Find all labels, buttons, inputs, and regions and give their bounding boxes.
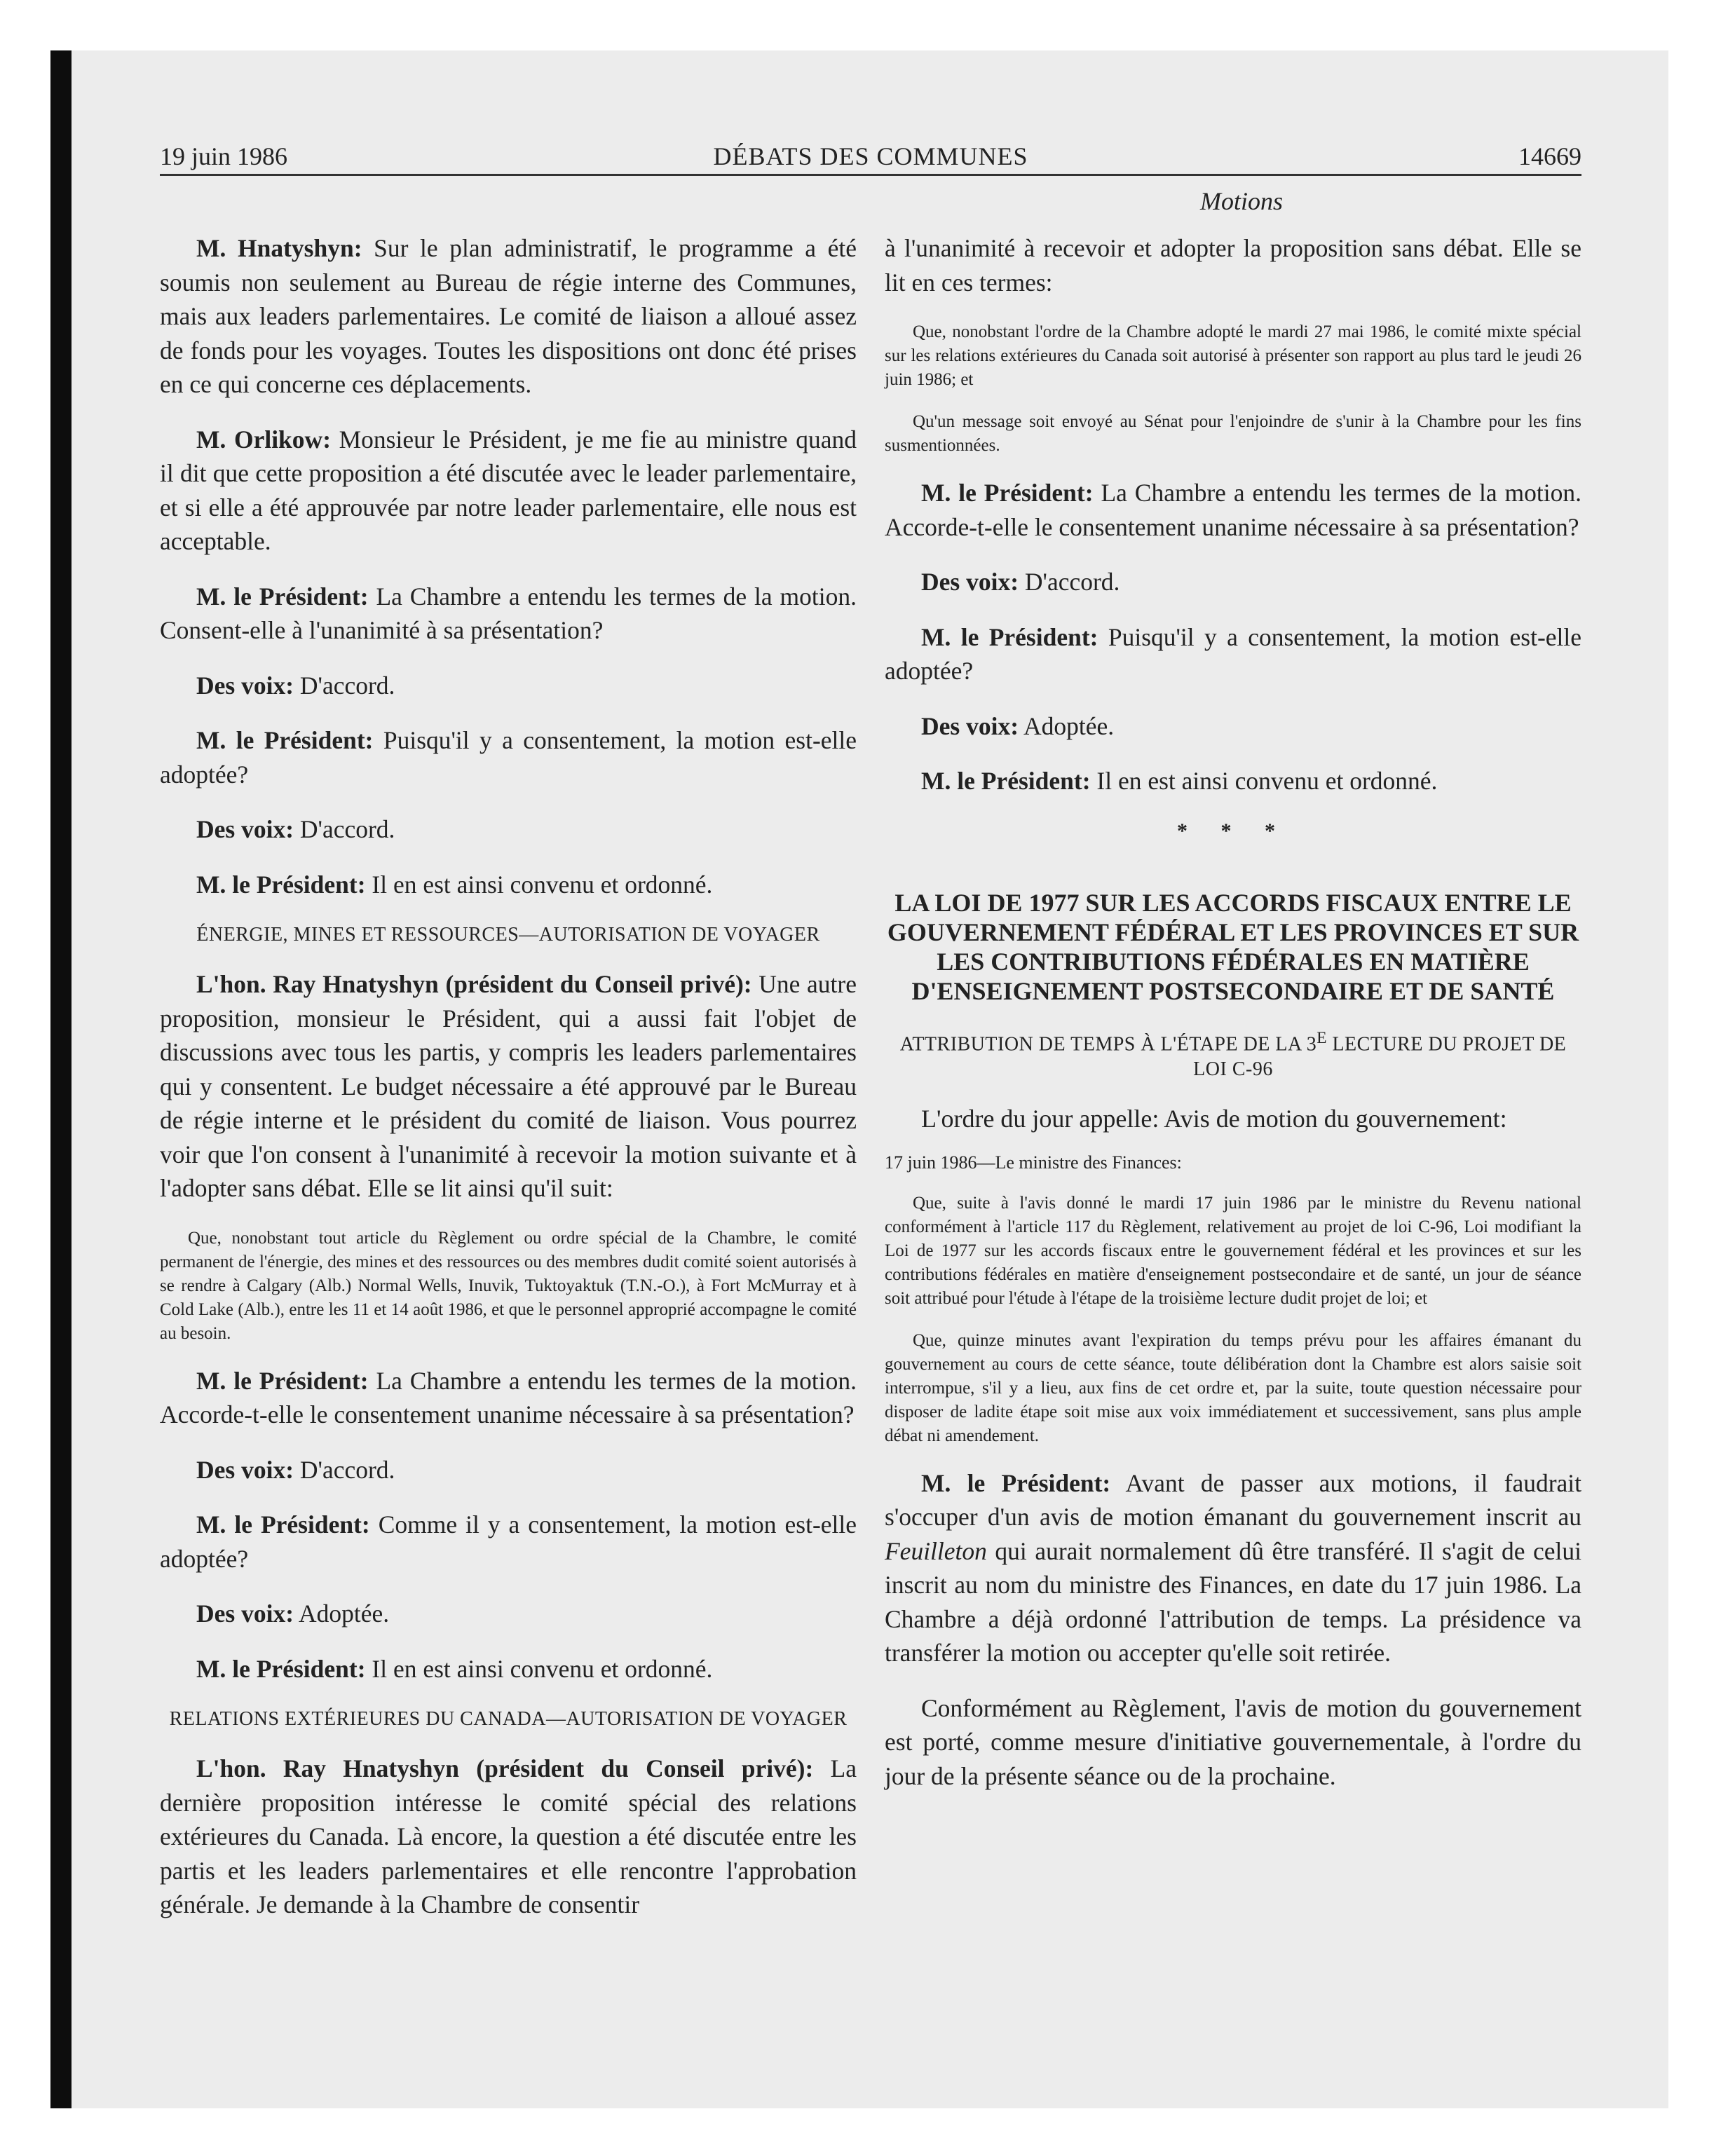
speech-text: La dernière proposition intéresse le comité spécial des relations extérieures du Canada. Là encore, la question a été discutée entre les partis et les leaders parlementaires et elle rencontre l'approbation générale. Je demande à la Chambre de consentir bbox=[160, 1754, 857, 1918]
motion-quote: Que, nonobstant l'ordre de la Chambre adopté le mardi 27 mai 1986, le comité mixte spécial sur les relations extérieures du Canada soit autorisé à présenter son rapport au plus tard le jeudi 26 juin 1986; et bbox=[885, 322, 1581, 389]
speech-text: Puisqu'il y a consentement, la motion est-elle adoptée? bbox=[160, 726, 857, 789]
speaker-name: L'hon. Ray Hnatyshyn (président du Conseil privé): bbox=[196, 970, 752, 998]
bill-title-heading: LA LOI DE 1977 SUR LES ACCORDS FISCAUX ENTRE LE GOUVERNEMENT FÉDÉRAL ET LES PROVINCES ET SUR LES CONTRIBUTIONS FÉDÉRALES EN MATIÈRE D'ENSEIGNEMENT POSTSECONDAIRE ET DE SANTÉ bbox=[887, 888, 1579, 1005]
heading-text: ATTRIBUTION DE TEMPS À L'ÉTAPE DE LA 3 bbox=[899, 1032, 1317, 1055]
section-label: Motions bbox=[1199, 187, 1283, 215]
speech-paragraph bbox=[160, 1453, 857, 1487]
motion-quote: Qu'un message soit envoyé au Sénat pour l'enjoindre de s'unir à la Chambre pour les fins susmentionnées. bbox=[885, 412, 1581, 455]
header-date: 19 juin 1986 bbox=[160, 142, 288, 170]
superscript: E bbox=[1316, 1028, 1327, 1047]
speech-text: D'accord. bbox=[1019, 568, 1120, 596]
notice-date-line: 17 juin 1986—Le ministre des Finances: bbox=[885, 1152, 1182, 1173]
speech-text: Il en est ainsi convenu et ordonné. bbox=[365, 1654, 713, 1683]
speech-text: Il en est ainsi convenu et ordonné. bbox=[1090, 767, 1438, 795]
speech-text: Puisqu'il y a consentement, la motion est-elle adoptée? bbox=[885, 622, 1582, 685]
speech-paragraph bbox=[160, 423, 857, 559]
speech-paragraph bbox=[160, 967, 857, 1206]
section-heading-energy: ÉNERGIE, MINES ET RESSOURCES—AUTORISATION DE VOYAGER bbox=[196, 924, 820, 946]
speech-paragraph bbox=[160, 1597, 857, 1631]
page-number: 14669 bbox=[1518, 142, 1581, 170]
speaker-name: M. Orlikow: bbox=[196, 425, 332, 453]
speech-paragraph bbox=[885, 1466, 1581, 1670]
speech-paragraph bbox=[160, 1508, 857, 1576]
motion-quote: Que, quinze minutes avant l'expiration du temps prévu pour les affaires émanant du gouvernement au cours de cette séance, toute délibération dont la Chambre est alors saisie soit interrompue, s'il y a lieu, aux fins de cet ordre et, par la suite, toute question nécessaire pour disposer de ladite étape soit mise aux voix immédiatement et successivement, sans plus ample débat ni amendement. bbox=[885, 1330, 1581, 1445]
speaker-name: Des voix: bbox=[196, 671, 294, 700]
running-header bbox=[160, 135, 1581, 176]
speech-paragraph bbox=[885, 620, 1581, 688]
speech-paragraph bbox=[160, 669, 857, 703]
speech-text: La Chambre a entendu les termes de la motion. Consent-elle à l'unanimité à sa présentation? bbox=[160, 582, 857, 644]
speech-text: Une autre proposition, monsieur le Président, qui a aussi fait l'objet de discussions avec tous les partis, y compris les leaders parlementaires qui y consentent. Le budget nécessaire a été approuvé par le Bureau de régie interne et le président du comité de liaison. Vous pourrez voir que l'on consent à l'unanimité à recevoir la motion suivante et à l'adopter sans débat. Elle se lit ainsi qu'il suit: bbox=[160, 970, 857, 1202]
speaker-name: Des voix: bbox=[196, 1599, 294, 1628]
speech-text: Monsieur le Président, je me fie au ministre quand il dit que cette proposition a été discutée avec le leader parlementaire, et si elle a été approuvée par notre leader parlementaire, elle nous est acceptable. bbox=[160, 425, 857, 555]
speaker-name: M. le Président: bbox=[196, 726, 374, 754]
speech-text: Comme il y a consentement, la motion est-elle adoptée? bbox=[160, 1510, 857, 1573]
speech-text: Adoptée. bbox=[1019, 711, 1115, 740]
speaker-name: M. le Président: bbox=[921, 1468, 1111, 1497]
speaker-name: M. le Président: bbox=[921, 622, 1098, 651]
speech-text: Sur le plan administratif, le programme a été soumis non seulement au Bureau de régie interne des Communes, mais aux leaders parlementaires. Le comité de liaison a alloué assez de fonds pour les voyages. Toutes les dispositions ont donc été prises en ce qui concerne ces déplacements. bbox=[160, 234, 857, 398]
speech-text: qui aurait normalement dû être transféré. Il s'agit de celui inscrit au nom du ministre des Finances, en date du 17 juin 1986. La Chambre a déjà ordonné l'attribution de temps. La présidence va transférer la motion ou accepter qu'elle soit retirée. bbox=[885, 1536, 1581, 1667]
motion-quote: Que, nonobstant tout article du Règlement ou ordre spécial de la Chambre, le comité permanent de l'énergie, des mines et des ressources ou des membres dudit comité soient autorisés à se rendre à Calgary (Alb.) Normal Wells, Inuvik, Tuktoyaktuk (T.N.-O.), à Fort McMurray et à Cold Lake (Alb.), entre les 11 et 14 août 1986, et que le personnel approprié accompagne le comité au besoin. bbox=[160, 1228, 857, 1343]
section-separator: * * * bbox=[1177, 819, 1289, 842]
speech-paragraph bbox=[885, 764, 1581, 798]
heading-text: LECTURE DU PROJET DE LOI C-96 bbox=[1193, 1032, 1567, 1080]
speaker-name: L'hon. Ray Hnatyshyn (président du Conseil privé): bbox=[196, 1754, 814, 1782]
speech-text: D'accord. bbox=[294, 671, 395, 700]
speech-paragraph bbox=[160, 1652, 857, 1686]
speaker-name: M. le Président: bbox=[921, 479, 1094, 507]
binding-edge bbox=[50, 50, 72, 2108]
left-column bbox=[160, 231, 857, 1943]
speech-text: D'accord. bbox=[294, 1455, 395, 1484]
speech-text: D'accord. bbox=[294, 815, 395, 843]
speech-continuation: à l'unanimité à recevoir et adopter la proposition sans débat. Elle se lit en ces termes: bbox=[885, 234, 1581, 296]
speech-text: Avant de passer aux motions, il faudrait s'occuper d'un avis de motion émanant du gouvernement inscrit au bbox=[885, 1468, 1582, 1531]
order-of-day-notice: L'ordre du jour appelle: Avis de motion du gouvernement: bbox=[921, 1104, 1507, 1133]
speaker-name: M. le Président: bbox=[196, 1510, 370, 1538]
speaker-name: M. le Président: bbox=[196, 1366, 369, 1395]
speaker-name: Des voix: bbox=[196, 815, 294, 843]
motion-quote: Que, suite à l'avis donné le mardi 17 juin 1986 par le ministre du Revenu national conformément à l'article 117 du Règlement, relativement au projet de loi C-96, Loi modifiant la Loi de 1977 sur les accords fiscaux entre le gouvernement fédéral et les provinces et sur les contributions fédérales en matière d'enseignement postsecondaire et de santé, un jour de séance soit attribué pour l'étude à l'étape de la troisième lecture dudit projet de loi; et bbox=[885, 1193, 1581, 1308]
speech-paragraph bbox=[160, 580, 857, 648]
speech-text: Il en est ainsi convenu et ordonné. bbox=[365, 870, 713, 899]
header-title: DÉBATS DES COMMUNES bbox=[713, 142, 1028, 170]
closing-paragraph: Conformément au Règlement, l'avis de motion du gouvernement est porté, comme mesure d'initiative gouvernementale, à l'ordre du jour de la présente séance ou de la prochaine. bbox=[885, 1693, 1581, 1790]
speaker-name: M. le Président: bbox=[921, 767, 1091, 795]
speech-paragraph bbox=[160, 868, 857, 902]
speech-paragraph bbox=[885, 709, 1581, 744]
speech-paragraph bbox=[160, 1752, 857, 1922]
italic-term: Feuilleton bbox=[885, 1536, 987, 1565]
speaker-name: Des voix: bbox=[921, 568, 1019, 596]
speech-paragraph bbox=[160, 1364, 857, 1432]
speech-paragraph bbox=[160, 723, 857, 791]
speaker-name: M. le Président: bbox=[196, 582, 369, 610]
right-column bbox=[885, 231, 1581, 1814]
speaker-name: M. Hnatyshyn: bbox=[196, 234, 362, 262]
time-allocation-heading bbox=[885, 1025, 1581, 1082]
speaker-name: Des voix: bbox=[921, 711, 1019, 740]
speaker-name: M. le Président: bbox=[196, 870, 366, 899]
speech-paragraph bbox=[885, 565, 1581, 599]
speech-paragraph bbox=[160, 812, 857, 847]
speech-paragraph bbox=[160, 231, 857, 402]
speaker-name: M. le Président: bbox=[196, 1654, 366, 1683]
section-heading-external-relations: RELATIONS EXTÉRIEURES DU CANADA—AUTORISATION DE VOYAGER bbox=[169, 1708, 848, 1730]
speech-text: Adoptée. bbox=[294, 1599, 390, 1628]
speaker-name: Des voix: bbox=[196, 1455, 294, 1484]
speech-paragraph bbox=[885, 476, 1581, 544]
speech-text: La Chambre a entendu les termes de la motion. Accorde-t-elle le consentement unanime nécessaire à sa présentation? bbox=[160, 1366, 857, 1428]
speech-text: La Chambre a entendu les termes de la motion. Accorde-t-elle le consentement unanime nécessaire à sa présentation? bbox=[885, 479, 1581, 541]
